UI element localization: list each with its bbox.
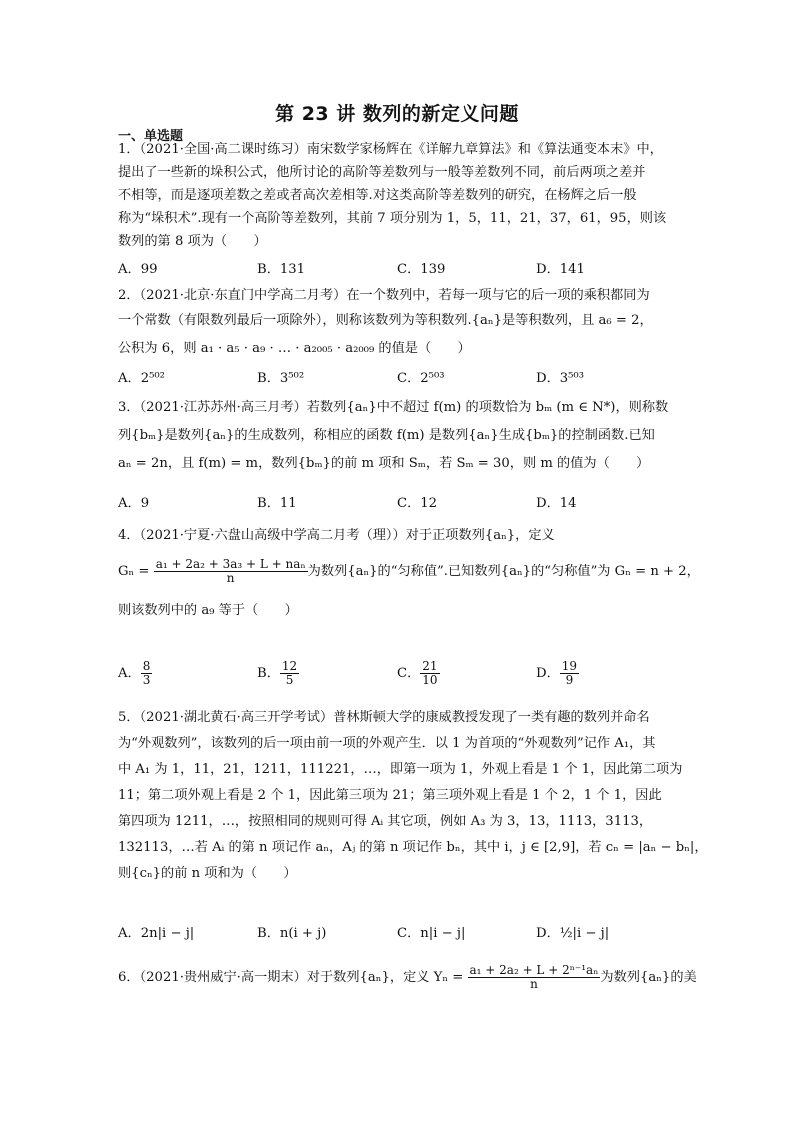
q5-line: 第四项为 1211，…，按照相同的规则可得 Aᵢ 其它项，例如 A₃ 为 3，13，1113，3113， <box>118 814 653 829</box>
q1-options <box>118 258 678 278</box>
q6-prefix: 6．（2021·贵州威宁·高一期末）对于数列{aₙ}，定义 Yₙ = <box>118 970 468 985</box>
numerator: 8 <box>142 659 151 673</box>
option-d: D．3⁵⁰³ <box>536 371 585 386</box>
option-b: B．n(i + j) <box>257 926 327 941</box>
option-d: D．141 <box>536 262 585 277</box>
q2-line: 2．（2021·北京·东直门中学高二月考）在一个数列中，若每一项与它的后一项的乘积都同为 <box>118 288 650 303</box>
option-a: A．99 <box>118 262 158 277</box>
option-a: A．9 <box>118 496 150 511</box>
option-label: C． <box>397 666 421 681</box>
option-d <box>536 660 579 687</box>
option-b: B．3⁵⁰² <box>257 371 305 386</box>
q2-options <box>118 367 678 387</box>
q5-line: 中 A₁ 为 1，11，21，1211，111221，…，即第一项为 1，外观上看是 1 个 1，因此第二项为 <box>118 762 683 777</box>
denominator: 9 <box>565 673 574 687</box>
q4-line: 4．（2021·宁夏·六盘山高级中学高二月考（理））对于正项数列{aₙ}，定义 <box>118 528 555 543</box>
option-fraction <box>280 660 299 687</box>
q5-options <box>118 922 678 942</box>
option-label: A． <box>118 666 141 681</box>
option-a: A．2⁵⁰² <box>118 371 165 386</box>
option-b <box>257 660 299 687</box>
gn-numerator: a₁ + 2a₂ + 3a₃ + L + naₙ <box>155 557 306 571</box>
q2-line: 一个常数（有限数列最后一项除外），则称该数列为等积数列.{aₙ}是等积数列，且 a₆ = 2， <box>118 313 653 328</box>
section-heading: 一、单选题 <box>118 129 184 144</box>
option-c <box>397 660 440 687</box>
option-d: D．14 <box>536 496 577 511</box>
yn-fraction <box>468 964 601 991</box>
q3-line: aₙ = 2n，且 f(m) = m，数列{bₘ}的前 m 项和 Sₘ，若 Sₘ = 30，则 m 的值为（ ） <box>118 456 650 471</box>
option-label: D． <box>536 666 560 681</box>
option-fraction <box>420 660 439 687</box>
q5-line: 11；第二项外观上看是 2 个 1，因此第三项为 21；第三项外观上看是 1 个 2，1 个 1，因此 <box>118 788 662 803</box>
option-a <box>118 660 152 687</box>
q6-suffix: 为数列{aₙ}的美 <box>600 970 697 985</box>
gn-denominator: n <box>226 571 235 585</box>
q5-line: 5．（2021·湖北黄石·高三开学考试）普林斯顿大学的康威教授发现了一类有趣的数列并命名 <box>118 710 650 725</box>
q3-options <box>118 492 678 512</box>
q5-line: 为“外观数列”，该数列的后一项由前一项的外观产生．以 1 为首项的“外观数列”记作 A₁，其 <box>118 736 656 751</box>
numerator: 19 <box>561 659 578 673</box>
denominator: 3 <box>142 673 151 687</box>
q1-line: 提出了一些新的垛积公式，他所讨论的高阶等差数列与一般等差数列不同，前后两项之差并 <box>118 165 646 180</box>
gn-label: Gₙ = <box>118 564 154 579</box>
option-fraction <box>141 660 153 687</box>
q3-line: 列{bₘ}是数列{aₙ}的生成数列，称相应的函数 f(m) 是数列{aₙ}生成{bₘ}的控制函数.已知 <box>118 428 655 443</box>
q4-line: 则该数列中的 a₉ 等于（ ） <box>118 603 298 618</box>
denominator: 5 <box>285 673 294 687</box>
option-c: C．12 <box>397 496 438 511</box>
numerator: 21 <box>422 659 438 673</box>
option-d: D．½|i − j| <box>536 926 610 941</box>
yn-numerator: a₁ + 2a₂ + L + 2ⁿ⁻¹aₙ <box>469 963 599 977</box>
option-fraction <box>560 660 579 687</box>
q2-line: 公积为 6，则 a₁ · a₅ · a₉ · … · a₂₀₀₅ · a₂₀₀₉ 的值是（ ） <box>118 341 471 356</box>
yn-denominator: n <box>530 977 538 991</box>
q3-line: 3．（2021·江苏苏州·高三月考）若数列{aₙ}中不超过 f(m) 的项数恰为 bₘ (m ∈ N*)，则称数 <box>118 400 669 415</box>
option-c: C．2⁵⁰³ <box>397 371 445 386</box>
option-c: C．n|i − j| <box>397 926 466 941</box>
option-b: B．131 <box>257 262 306 277</box>
q1-line: 不相等，而是逐项差数之差或者高次差相等.对这类高阶等差数列的研究，在杨辉之后一般 <box>118 188 637 203</box>
q5-line: 132113，…若 Aᵢ 的第 n 项记作 aₙ，Aⱼ 的第 n 项记作 bₙ，其中 i，j ∈ [2,9]，若 cₙ = |aₙ − bₙ|， <box>118 840 708 855</box>
q1-line: 称为“垛积术”.现有一个高阶等差数列，其前 7 项分别为 1，5，11，21，37，61，95，则该 <box>118 211 667 226</box>
q4-definition-line <box>118 556 700 588</box>
q1-line: 数列的第 8 项为（ ） <box>118 234 267 249</box>
q4-line-rest: 为数列{aₙ}的“匀称值”.已知数列{aₙ}的“匀称值”为 Gₙ = n + 2， <box>307 564 700 579</box>
page-title: 第 23 讲 数列的新定义问题 <box>275 103 519 125</box>
gn-fraction <box>154 558 308 585</box>
q5-line: 则{cₙ}的前 n 项和为（ ） <box>118 866 297 881</box>
option-a: A．2n|i − j| <box>118 926 195 941</box>
option-b: B．11 <box>257 496 297 511</box>
denominator: 10 <box>422 673 438 687</box>
q6-line <box>118 962 697 994</box>
q1-line: 1．（2021·全国·高二课时练习）南宋数学家杨辉在《详解九章算法》和《算法通变本末》中， <box>118 142 663 157</box>
q4-options <box>118 660 678 694</box>
option-c: C．139 <box>397 262 446 277</box>
option-label: B． <box>257 666 280 681</box>
numerator: 12 <box>281 659 298 673</box>
